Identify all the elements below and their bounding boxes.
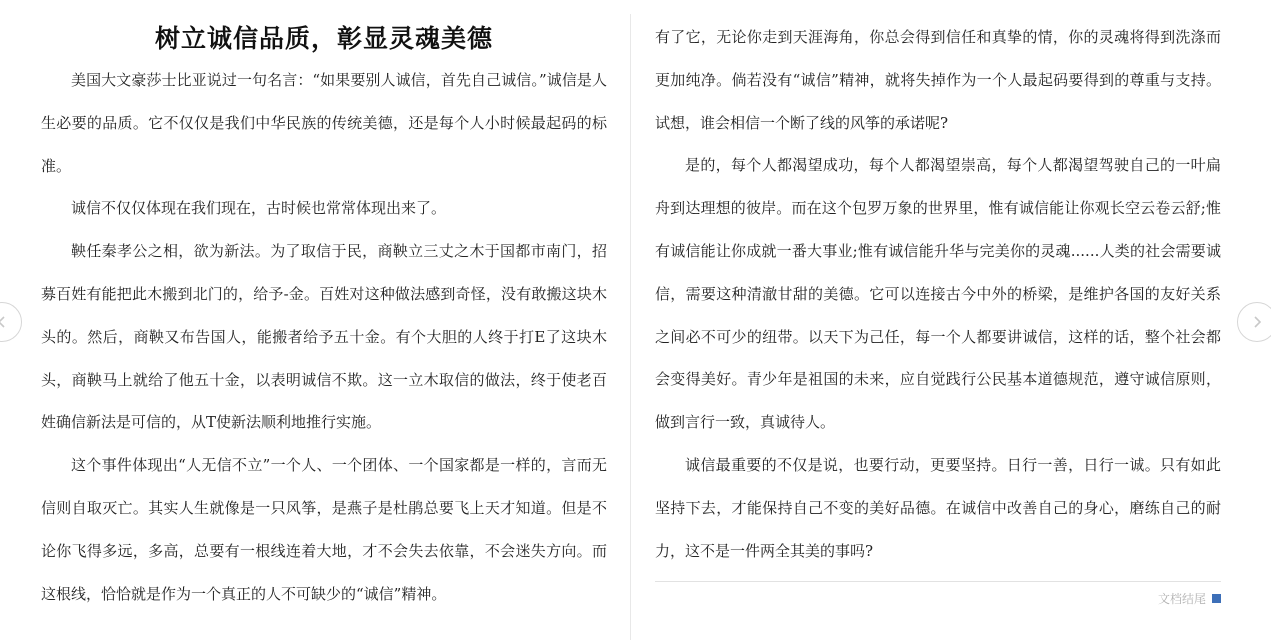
paragraph: 是的，每个人都渴望成功，每个人都渴望崇高，每个人都渴望驾驶自己的一叶扁舟到达理想的彼岸。而在这个包罗万象的世界里，惟有诚信能让你观长空云卷云舒;惟有诚信能让你成就一番大事业;惟有诚信能升华与完美你的灵魂......人类的社会需要诚信，需要这种清澈甘甜的美德。它可以连接古今中外的桥梁，是维护各国的友好关系之间必不可少的纽带。以天下为己任，每一个人都要讲诚信，这样的话，整个社会都会变得美好。青少年是祖国的未来，应自觉践行公民基本道德规范，遵守诚信原则，做到言行一致，真诚待人。 — [655, 156, 1221, 432]
paragraph: 诚信最重要的不仅是说，也要行动，更要坚持。日行一善，日行一诚。只有如此坚持下去，才能保持自己不变的美好品德。在诚信中改善自己的身心，磨练自己的耐力，这不是一件两全其美的事吗? — [655, 455, 1221, 560]
left-page — [41, 0, 607, 640]
page-divider — [630, 14, 631, 640]
paragraph: 鞅任秦孝公之相，欲为新法。为了取信于民，商鞅立三丈之木于国都市南门，招募百姓有能把此木搬到北门的，给予-金。百姓对这种做法感到奇怪，没有敢搬这块木头的。然后，商鞅又布告国人，能搬者给予五十金。有个大胆的人终于打E了这块木头，商鞅马上就给了他五十金，以表明诚信不欺。这一立木取信的做法，终于使老百姓确信新法是可信的，从T使新法顺利地推行实施。 — [41, 242, 607, 432]
next-page-button[interactable] — [1237, 302, 1271, 342]
document-end-marker — [1158, 590, 1221, 607]
paragraph: 诚信不仅仅体现在我们现在，古时候也常常体现出来了。 — [71, 199, 447, 218]
paragraph: 这个事件体现出“人无信不立”一个人、一个团体、一个国家都是一样的，言而无信则自取灭亡。其实人生就像是一只风筝，是燕子是杜鹃总要飞上天才知道。但是不论你飞得多远，多高，总要有一根线连着大地，才不会失去依靠，不会迷失方向。而这根线，恰恰就是作为一个真正的人不可缺少的“诚信”精神。 — [41, 456, 607, 603]
chevron-right-icon — [1250, 315, 1264, 329]
end-label: 文档结尾 — [1157, 592, 1206, 606]
paragraph-continuation: 有了它，无论你走到天涯海角，你总会得到信任和真挚的情，你的灵魂将得到洗涤而更加纯净。倘若没有“诚信”精神，就将失掉作为一个人最起码要得到的尊重与支持。试想，谁会相信一个断了线的风筝的承诺呢? — [655, 28, 1221, 132]
end-divider — [655, 581, 1221, 582]
paragraph: 美国大文豪莎士比亚说过一句名言：“如果要别人诚信，首先自己诚信。”诚信是人生必要的品质。它不仅仅是我们中华民族的传统美德，还是每个人小时候最起码的标准。 — [41, 71, 607, 175]
chevron-left-icon — [0, 315, 9, 329]
previous-page-button[interactable] — [0, 302, 22, 342]
end-square-icon — [1212, 594, 1221, 603]
document-title: 树立诚信品质，彰显灵魂美德 — [154, 24, 493, 53]
right-page — [655, 0, 1221, 640]
